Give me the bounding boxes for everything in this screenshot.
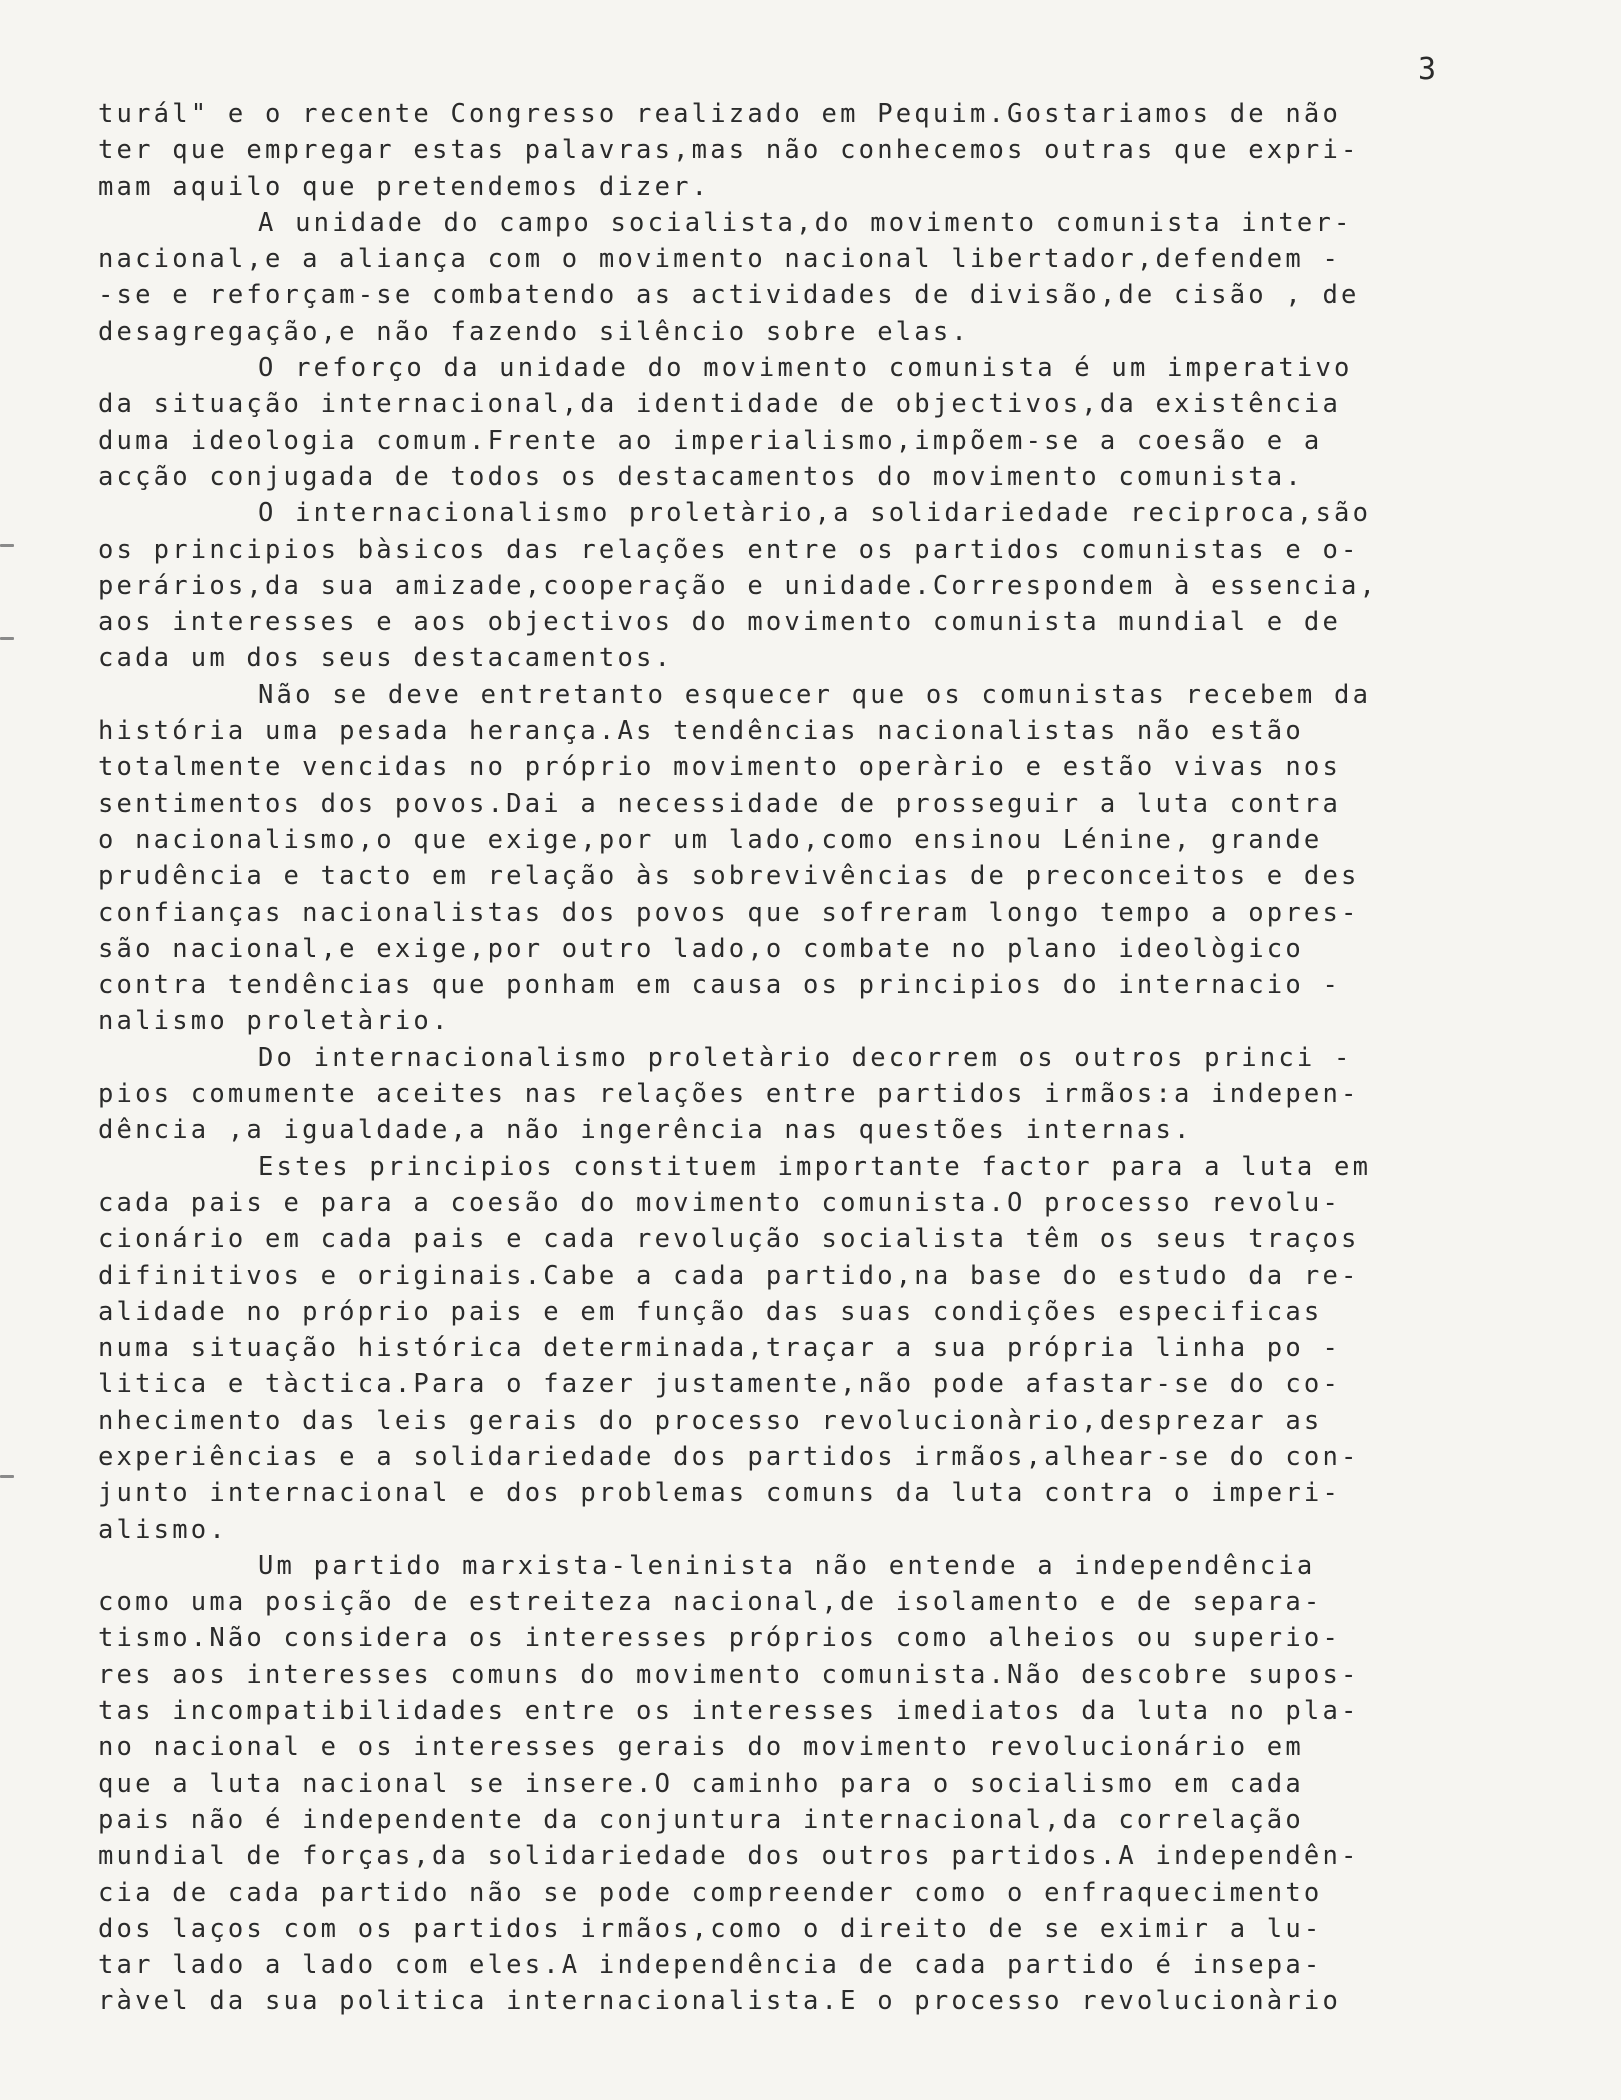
text-line: os principios bàsicos das relações entre os partidos comunistas e o- (98, 534, 1360, 565)
margin-mark (0, 1475, 14, 1478)
text-line: difinitivos e originais.Cabe a cada partido,na base do estudo da re- (98, 1260, 1360, 1291)
text-line: junto internacional e dos problemas comuns da luta contra o imperi- (98, 1478, 1342, 1509)
page-number: 3 (1418, 52, 1438, 87)
text-line: sentimentos dos povos.Dai a necessidade de prosseguir a luta contra (98, 788, 1342, 819)
text-line: aos interesses e aos objectivos do movimento comunista mundial e de (98, 607, 1342, 638)
text-line: alismo. (98, 1514, 228, 1545)
text-line: turál" e o recente Congresso realizado em Pequim.Gostariamos de não (98, 99, 1342, 129)
text-line: tas incompatibilidades entre os interesses imediatos da luta no pla- (98, 1696, 1360, 1727)
text-line: acção conjugada de todos os destacamentos do movimento comunista. (98, 461, 1304, 492)
paragraph-start: O reforço da unidade do movimento comunista é um imperativo (258, 353, 1353, 384)
text-line: -se e reforçam-se combatendo as actividades de divisão,de cisão , de (98, 280, 1360, 311)
text-line: ter que empregar estas palavras,mas não conhecemos outras que expri- (98, 135, 1360, 166)
text-line: experiências e a solidariedade dos partidos irmãos,alhear-se do con- (98, 1441, 1360, 1472)
text-line: cada pais e para a coesão do movimento comunista.O processo revolu- (98, 1187, 1342, 1218)
paragraph-start: Do internacionalismo proletàrio decorrem os outros princi - (258, 1042, 1353, 1073)
text-line: da situação internacional,da identidade de objectivos,da existência (98, 389, 1342, 420)
body-text (98, 96, 1528, 2020)
text-line: história uma pesada herança.As tendências nacionalistas não estão (98, 716, 1304, 747)
paragraph-start: A unidade do campo socialista,do movimento comunista inter- (258, 207, 1353, 238)
text-line: desagregação,e não fazendo silêncio sobre elas. (98, 316, 970, 347)
text-line: prudência e tacto em relação às sobrevivências de preconceitos e des (98, 861, 1360, 892)
text-line: nhecimento das leis gerais do processo revolucionàrio,desprezar as (98, 1405, 1323, 1436)
text-line: totalmente vencidas no próprio movimento operàrio e estão vivas nos (98, 752, 1342, 783)
text-line: nacional,e a aliança com o movimento nacional libertador,defendem - (98, 244, 1342, 275)
text-line: nalismo proletàrio. (98, 1006, 451, 1037)
paragraph-start: Não se deve entretanto esquecer que os comunistas recebem da (258, 679, 1372, 710)
text-line: pais não é independente da conjuntura internacional,da correlação (98, 1804, 1304, 1835)
margin-mark (0, 637, 14, 640)
text-line: tismo.Não considera os interesses próprios como alheios ou superio- (98, 1623, 1342, 1654)
text-line: o nacionalismo,o que exige,por um lado,como ensinou Lénine, grande (98, 824, 1323, 855)
text-line: contra tendências que ponham em causa os principios do internacio - (98, 970, 1342, 1001)
text-line: tar lado a lado com eles.A independência de cada partido é insepa- (98, 1950, 1323, 1981)
text-line: no nacional e os interesses gerais do movimento revolucionário em (98, 1732, 1304, 1763)
text-line: ràvel da sua politica internacionalista.E o processo revolucionàrio (98, 1986, 1342, 2017)
text-line: alidade no próprio pais e em função das suas condições especificas (98, 1296, 1323, 1327)
text-line: duma ideologia comum.Frente ao imperialismo,impõem-se a coesão e a (98, 425, 1323, 456)
text-line: são nacional,e exige,por outro lado,o combate no plano ideològico (98, 933, 1304, 964)
paragraph-start: Um partido marxista-leninista não entende a independência (258, 1550, 1316, 1581)
text-line: mundial de forças,da solidariedade dos outros partidos.A independên- (98, 1841, 1360, 1872)
margin-mark (0, 544, 14, 547)
paragraph-start: O internacionalismo proletàrio,a solidariedade reciproca,são (258, 498, 1372, 529)
text-line: confianças nacionalistas dos povos que sofreram longo tempo a opres- (98, 897, 1360, 928)
text-line: dência ,a igualdade,a não ingerência nas questões internas. (98, 1115, 1193, 1146)
text-line: como uma posição de estreiteza nacional,de isolamento e de separa- (98, 1587, 1323, 1618)
text-line: mam aquilo que pretendemos dizer. (98, 171, 711, 202)
text-line: cada um dos seus destacamentos. (98, 643, 674, 674)
text-line: cionário em cada pais e cada revolução socialista têm os seus traços (98, 1224, 1360, 1255)
text-line: res aos interesses comuns do movimento comunista.Não descobre supos- (98, 1659, 1360, 1690)
text-line: numa situação histórica determinada,traçar a sua própria linha po - (98, 1333, 1342, 1364)
text-line: pios comumente aceites nas relações entre partidos irmãos:a indepen- (98, 1079, 1360, 1110)
text-line: litica e tàctica.Para o fazer justamente,não pode afastar-se do co- (98, 1369, 1342, 1400)
text-line: perários,da sua amizade,cooperação e unidade.Correspondem à essencia, (98, 570, 1379, 601)
paragraph-start: Estes principios constituem importante factor para a luta em (258, 1151, 1372, 1182)
text-line: cia de cada partido não se pode compreender como o enfraquecimento (98, 1877, 1323, 1908)
text-line: que a luta nacional se insere.O caminho para o socialismo em cada (98, 1768, 1304, 1799)
text-line: dos laços com os partidos irmãos,como o direito de se eximir a lu- (98, 1913, 1323, 1944)
